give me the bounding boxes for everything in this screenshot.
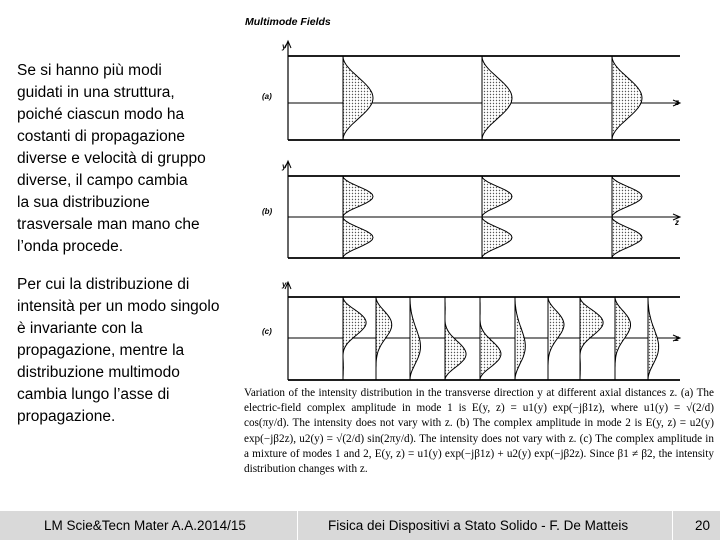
panel-label-a: (a) [262, 92, 272, 101]
axis-y-label-a: y [282, 42, 287, 51]
intensity-profile [482, 56, 512, 140]
paragraph-multimode: Se si hanno più modi guidati in una struttura, poiché ciascun modo ha costanti di propagazione diverse e velocità di gruppo diverse, il campo cambia la sua distribuzione trasversale man mano che l’onda procede. [17, 62, 206, 255]
paragraph-intensity: Per cui la distribuzione di intensità per un modo singolo è invariante con la propagazione, mentre la distribuzione multimodo cambia lungo l’asse di propagazione. [17, 276, 220, 425]
axis-z-label-c: z [675, 334, 679, 343]
intensity-profile [515, 297, 525, 380]
intensity-profile [612, 56, 642, 140]
intensity-profile [648, 297, 659, 380]
axis-z-label-b: z [675, 218, 679, 227]
footer-course-title: Fisica dei Dispositivi a Stato Solido - F. De Matteis [328, 518, 629, 533]
panel-label-c: (c) [262, 327, 272, 336]
axis-y-label-b: y [282, 162, 287, 171]
figure-title: Multimode Fields [245, 16, 331, 28]
intensity-profile [410, 297, 421, 380]
footer-separator [297, 511, 298, 540]
footer-bar [0, 511, 720, 540]
figure-caption: Variation of the intensity distribution in the transverse direction y at different axial distances z. (a) The electric-field complex amplitude in mode 1 is E(y, z) = u1(y) exp(−jβ1z), where u1(y) = √(2/d) cos(πy/d). The intensity does not vary with z. (b) The complex amplitude in mode 2 is E(y, z) = u2(y) exp(−jβ2z), u2(y) = √(2/d) sin(2πy/d). The intensity does not vary with z. (c) The complex amplitude in a mixture of modes 1 and 2, E(y, z) = u1(y) exp(−jβ1z) + u2(y) exp(−jβ2z). Since β1 ≠ β2, the intensity distribution changes with z. [244, 387, 714, 476]
axis-z-label-a: z [675, 98, 679, 107]
panel-label-b: (b) [262, 207, 273, 216]
footer-separator [672, 511, 673, 540]
page-number: 20 [695, 518, 711, 533]
axis-y-label-c: y [282, 280, 287, 289]
intensity-profile [343, 56, 373, 140]
footer-course: LM Scie&Tecn Mater A.A.2014/15 [44, 518, 246, 533]
